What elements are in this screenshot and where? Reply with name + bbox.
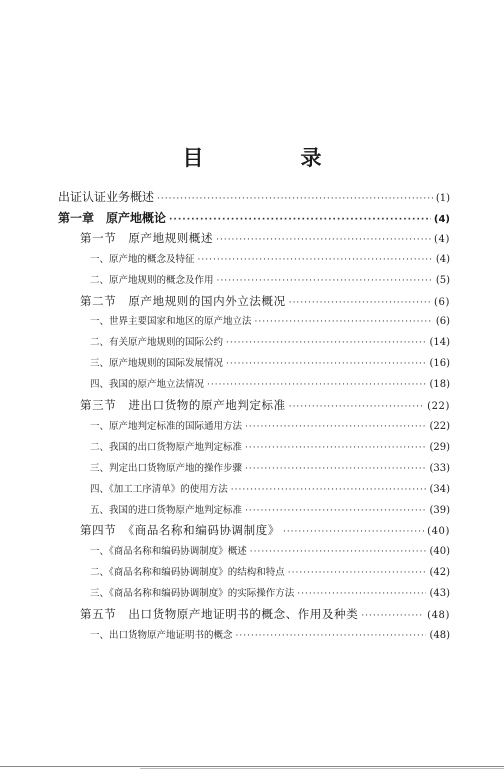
toc-leader-dots: [245, 443, 426, 453]
toc-entry-title: 三、原产地规则的国际发展情况: [90, 358, 224, 370]
toc-entry: [90, 313, 450, 333]
toc-entry-title: 二、原产地规则的概念及作用: [90, 274, 214, 286]
toc-leader-dots: [198, 255, 433, 265]
toc-entry-page: (34): [429, 483, 450, 495]
toc-entry-title: 四、我国的原产地立法情况: [90, 379, 205, 391]
toc-entry-page: (4): [435, 253, 450, 265]
toc-entry-title: 出证认证业务概述: [58, 190, 155, 204]
toc-entry-page: (22): [427, 401, 450, 412]
toc-entry-page: (39): [429, 504, 450, 516]
toc-entry: [90, 355, 450, 375]
toc-entry-page: (4): [433, 213, 450, 225]
toc-leader-dots: [245, 422, 426, 432]
toc-entry-title: 一、《商品名称和编码协调制度》概述: [90, 546, 247, 558]
toc-entry-page: (40): [427, 526, 450, 538]
footer-divider: [0, 766, 504, 767]
toc-entry-title: 第五节 出口货物原产地证明书的概念、作用及种类: [80, 607, 359, 621]
toc-entry: [90, 585, 450, 605]
toc-entry: [90, 439, 450, 459]
toc-entry-title: 第二节 原产地规则的国内外立法概况: [80, 293, 286, 308]
toc-entry-page: (42): [429, 567, 450, 579]
toc-entry: [80, 293, 450, 313]
toc-entry-page: (16): [429, 358, 450, 370]
page-title: 目 录: [182, 146, 360, 170]
toc-leader-dots: [226, 338, 426, 348]
toc-leader-dots: [289, 298, 431, 308]
toc-leader-dots: [216, 235, 431, 245]
toc-leader-dots: [217, 276, 433, 286]
toc-entry-page: (40): [429, 546, 450, 558]
toc-entry-page: (1): [435, 193, 450, 204]
toc-leader-dots: [207, 380, 426, 390]
toc-leader-dots: [236, 631, 427, 641]
toc-entry-page: (5): [435, 274, 450, 286]
toc-entry: [80, 606, 450, 626]
toc-entry-title: 四、《加工工序清单》的使用方法: [90, 483, 228, 495]
toc-leader-dots: [231, 485, 427, 495]
toc-leader-dots: [245, 506, 426, 516]
toc-entry-title: 一、原产地的概念及特征: [90, 253, 195, 265]
toc-leader-dots: [361, 611, 424, 621]
toc-entry: [90, 272, 450, 292]
toc-entry-title: 第三节 进出口货物的原产地判定标准: [80, 398, 286, 412]
toc-leader-dots: [245, 464, 426, 474]
toc-entry-page: (48): [429, 629, 450, 641]
toc-entry: [80, 522, 450, 542]
toc-leader-dots: [226, 359, 426, 369]
toc-entry: [90, 460, 450, 480]
toc-entry-page: (43): [429, 588, 450, 600]
toc-entry: [90, 376, 450, 396]
toc-entry: [90, 481, 450, 501]
toc-leader-dots: [250, 547, 427, 557]
toc-entry: [90, 334, 450, 354]
toc-entry: [90, 502, 450, 522]
toc-leader-dots: [289, 402, 424, 412]
toc-entry-title: 第四节 《商品名称和编码协调制度》: [80, 523, 280, 538]
toc-entry-title: 第一章 原产地概论: [58, 210, 167, 225]
toc-entry-title: 第一节 原产地规则概述: [80, 230, 214, 245]
toc-entry: [80, 397, 450, 417]
toc-entry-page: (18): [429, 379, 450, 391]
toc-leader-dots: [169, 215, 431, 225]
toc-entry-page: (14): [429, 337, 450, 349]
toc-entry-page: (6): [435, 316, 450, 328]
footer-divider-secondary: [140, 768, 504, 769]
toc-leader-dots: [283, 527, 424, 537]
toc-entry: [58, 209, 450, 229]
toc-entry-title: 二、有关原产地规则的国际公约: [90, 337, 224, 349]
toc-entry-title: 二、《商品名称和编码协调制度》的结构和特点: [90, 567, 285, 579]
toc-entry-title: 一、出口货物原产地证明书的概念: [90, 629, 233, 641]
toc-entry: [58, 188, 450, 208]
toc-entry-page: (29): [429, 441, 450, 453]
toc-entry: [90, 251, 450, 271]
toc-entry-page: (33): [429, 462, 450, 474]
toc-entry-page: (48): [427, 610, 450, 621]
toc-entry: [90, 627, 450, 647]
toc-entry: [90, 564, 450, 584]
toc-entry-title: 三、判定出口货物原产地的操作步骤: [90, 462, 243, 474]
toc-leader-dots: [157, 194, 433, 204]
toc-leader-dots: [288, 568, 427, 578]
toc-leader-dots: [297, 589, 426, 599]
toc-entry-title: 五、我国的进口货物原产地判定标准: [90, 504, 243, 516]
toc-entry-title: 二、我国的出口货物原产地判定标准: [90, 441, 243, 453]
toc-entry: [90, 418, 450, 438]
toc-entry-title: 一、原产地判定标准的国际通用方法: [90, 420, 243, 432]
toc-entry: [90, 543, 450, 563]
toc-entry: [80, 230, 450, 250]
toc-entry-page: (4): [434, 233, 450, 245]
toc-leader-dots: [255, 317, 433, 327]
toc-entry-title: 三、《商品名称和编码协调制度》的实际操作方法: [90, 588, 295, 600]
toc-entry-title: 一、世界主要国家和地区的原产地立法: [90, 316, 252, 328]
toc-entry-page: (6): [434, 296, 450, 308]
toc-entry-page: (22): [429, 420, 450, 432]
